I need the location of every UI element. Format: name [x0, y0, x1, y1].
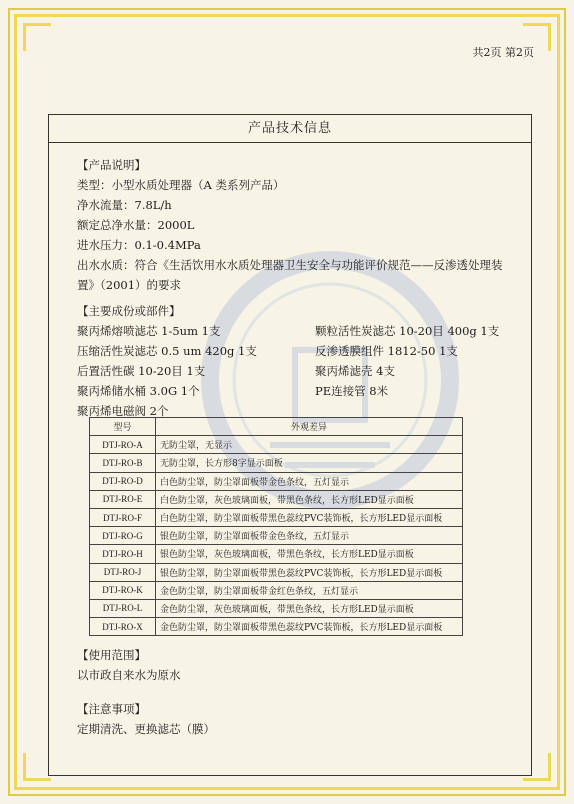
page-number: 共2页 第2页 [472, 46, 534, 59]
table-row [90, 490, 463, 508]
table-header-row [90, 418, 463, 436]
appearance-cell: 金色防尘罩，防尘罩面板带金红色条纹，五灯显示 [156, 581, 463, 599]
model-cell: DTJ-RO-L [90, 599, 156, 617]
part-item: 聚丙烯储水桶 3.0G 1个 [77, 384, 200, 398]
part-item: 颗粒活性炭滤芯 10-20目 400g 1支 [315, 324, 500, 338]
appearance-cell: 无防尘罩，无显示 [156, 436, 463, 454]
column-header-appearance: 外观差异 [156, 418, 463, 436]
table-row [90, 545, 463, 563]
table-row [90, 508, 463, 526]
table-row [90, 618, 463, 636]
table-row [90, 454, 463, 472]
part-item: 聚丙烯滤壳 4支 [315, 364, 395, 378]
models-table [89, 417, 463, 636]
column-header-model: 型号 [90, 418, 156, 436]
corner-ornament [23, 753, 51, 781]
total-line: 额定总净水量：2000L [77, 218, 195, 232]
parts-list [77, 321, 517, 419]
model-cell: DTJ-RO-D [90, 472, 156, 490]
appearance-cell: 白色防尘罩，防尘罩面板带金色条纹，五灯显示 [156, 472, 463, 490]
content-body [77, 153, 517, 419]
part-item: PE连接管 8米 [315, 384, 389, 398]
appearance-cell: 白色防尘罩，防尘罩面板带黑色蕊纹PVC装饰板，长方形LED显示面板 [156, 508, 463, 526]
appearance-cell: 金色防尘罩，防尘罩面板带黑色蕊纹PVC装饰板，长方形LED显示面板 [156, 618, 463, 636]
part-item: 反渗透膜组件 1812-50 1支 [315, 344, 458, 358]
intro-heading: 【产品说明】 [77, 158, 146, 172]
flow-line: 净水流量：7.8L/h [77, 198, 172, 212]
parts-heading: 【主要成份或部件】 [77, 304, 181, 318]
pressure-line: 进水压力：0.1-0.4MPa [77, 238, 201, 252]
table-row [90, 599, 463, 617]
part-item: 聚丙烯电磁阀 2个 [77, 404, 169, 418]
notes-text: 定期清洗、更换滤芯（膜） [77, 722, 215, 736]
appearance-cell: 银色防尘罩，灰色玻璃面板，带黑色条纹，长方形LED显示面板 [156, 545, 463, 563]
appearance-cell: 无防尘罩，长方形8字显示面板 [156, 454, 463, 472]
page-title: 产品技术信息 [49, 115, 531, 143]
part-item: 聚丙烯熔喷滤芯 1-5um 1支 [77, 324, 221, 338]
model-cell: DTJ-RO-K [90, 581, 156, 599]
model-cell: DTJ-RO-A [90, 436, 156, 454]
table-row [90, 527, 463, 545]
part-item: 后置活性碳 10-20目 1支 [77, 364, 206, 378]
appearance-cell: 金色防尘罩，灰色玻璃面板，带黑色条纹，长方形LED显示面板 [156, 599, 463, 617]
type-line: 类型：小型水质处理器（A 类系列产品） [77, 178, 285, 192]
model-cell: DTJ-RO-F [90, 508, 156, 526]
table-row [90, 563, 463, 581]
appearance-cell: 银色防尘罩，防尘罩面板带金色条纹，五灯显示 [156, 527, 463, 545]
usage-heading: 【使用范围】 [77, 648, 146, 662]
quality-line: 出水水质：符合《生活饮用水水质处理器卫生安全与功能评价规范——反渗透处理装置》（2001）的要求 [77, 258, 503, 292]
appearance-cell: 银色防尘罩，防尘罩面板带黑色蕊纹PVC装饰板，长方形LED显示面板 [156, 563, 463, 581]
model-cell: DTJ-RO-G [90, 527, 156, 545]
usage-text: 以市政自来水为原水 [77, 668, 181, 682]
appearance-cell: 白色防尘罩，灰色玻璃面板，带黑色条纹，长方形LED显示面板 [156, 490, 463, 508]
table-row [90, 472, 463, 490]
part-item: 压缩活性炭滤芯 0.5 um 420g 1支 [77, 344, 257, 358]
model-cell: DTJ-RO-H [90, 545, 156, 563]
notes-heading: 【注意事项】 [77, 702, 146, 716]
model-cell: DTJ-RO-X [90, 618, 156, 636]
table-row [90, 436, 463, 454]
bottom-sections [77, 645, 215, 739]
corner-ornament [23, 23, 51, 51]
tech-info-box [48, 114, 532, 776]
model-cell: DTJ-RO-E [90, 490, 156, 508]
model-cell: DTJ-RO-J [90, 563, 156, 581]
table-row [90, 581, 463, 599]
model-cell: DTJ-RO-B [90, 454, 156, 472]
